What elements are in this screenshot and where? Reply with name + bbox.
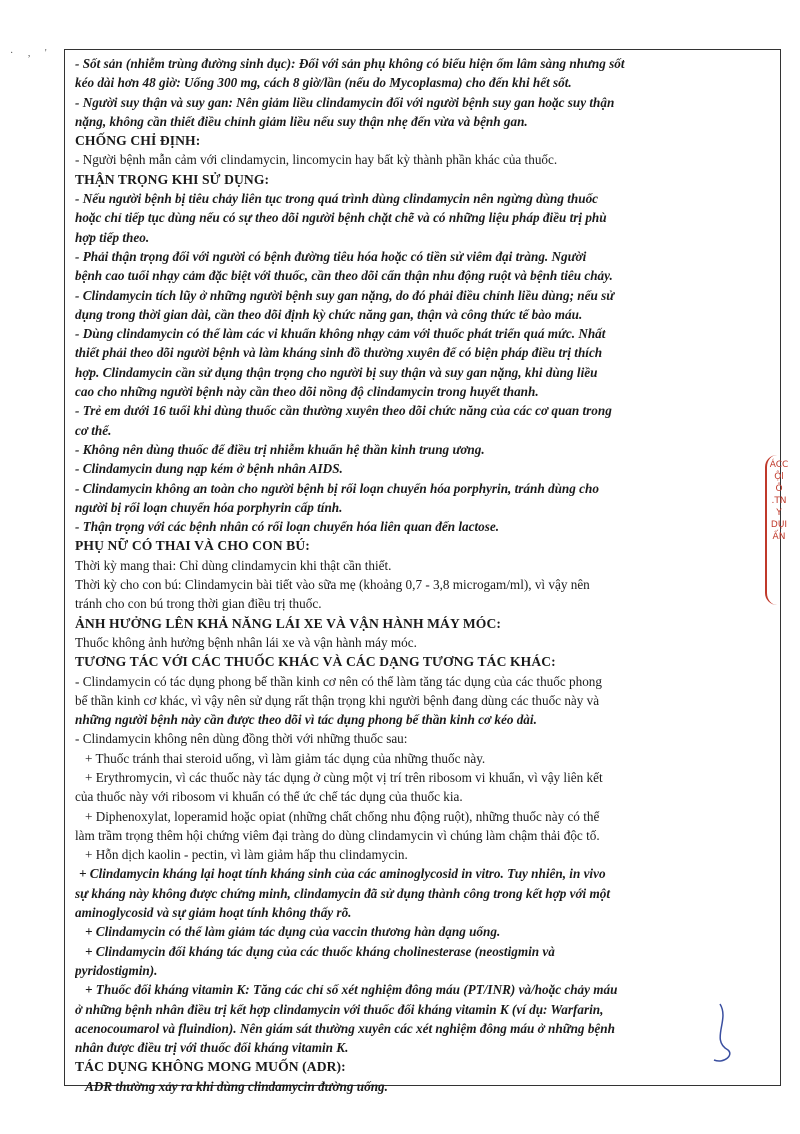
text-line: - Clindamycin không an toàn cho người bệnh bị rối loạn chuyển hóa porphyrin, tránh dùng cho	[75, 480, 599, 496]
text-line: những người bệnh này cần được theo dõi vì tác dụng phong bế thần kinh cơ kéo dài.	[75, 712, 537, 728]
text-line: sự kháng này không được chứng minh, clindamycin đã sử dụng thành công trong kết hợp với một	[75, 885, 611, 901]
signature-mark	[700, 1000, 740, 1070]
text-line: + Clindamycin đối kháng tác dụng của các thuốc kháng cholinesterase (neostigmin và	[85, 943, 555, 959]
text-line: làm trầm trọng thêm hội chứng viêm đại tràng do dùng clindamycin vì chúng làm chậm thải độc tố.	[75, 827, 600, 843]
text-line: nhân được điều trị với thuốc đối kháng vitamin K.	[75, 1040, 349, 1056]
text-line: - Phải thận trọng đối với người có bệnh đường tiêu hóa hoặc có tiền sử viêm đại tràng. Người	[75, 248, 587, 264]
text-line: hợp. Clindamycin cần sử dụng thận trọng cho người bị suy thận và suy gan nặng, khi dùng liều	[75, 364, 598, 380]
text-line: hoặc chỉ tiếp tục dùng nếu có sự theo dõi người bệnh chặt chẽ và có những liệu pháp điều trị phù	[75, 210, 607, 226]
section-heading: TÁC DỤNG KHÔNG MONG MUỐN (ADR):	[75, 1059, 346, 1075]
stamp-text: ÁCC	[769, 460, 789, 470]
text-line: cơ thể.	[75, 422, 112, 438]
text-line: - Sốt sản (nhiễm trùng đường sinh dục): Đối với sản phụ không có biểu hiện ốm lâm sàng nhưng sốt	[75, 56, 625, 71]
text-line: + Erythromycin, vì các thuốc này tác dụng ở cùng một vị trí trên ribosom vi khuẩn, vì vậy liên kết	[85, 769, 603, 785]
text-line: dụng trong thời gian dài, cần theo dõi định kỳ chức năng gan, thận và công thức tế bào máu.	[75, 306, 583, 322]
stamp-text: .TN	[771, 496, 787, 506]
text-line: kéo dài hơn 48 giờ: Uống 300 mg, cách 8 giờ/lần (nếu do Mycoplasma) cho đến khi hết sốt.	[75, 75, 572, 91]
text-line: ở những bệnh nhân điều trị kết hợp clindamycin với thuốc đối kháng vitamin K (ví dụ: Warfarin,	[75, 1001, 604, 1017]
section-heading: CHỐNG CHỈ ĐỊNH:	[75, 133, 201, 149]
text-line: cao cho những người bệnh này cần theo dõi nồng độ clindamycin trong huyết thanh.	[75, 384, 539, 400]
text-line: + Clindamycin kháng lại hoạt tính kháng sinh của các aminoglycosid in vitro. Tuy nhiên, in vivo	[79, 866, 606, 882]
text-line: Thời kỳ cho con bú: Clindamycin bài tiết vào sữa mẹ (khoảng 0,7 - 3,8 microgam/ml), vì vậy nên	[75, 577, 590, 593]
text-line: - Thận trọng với các bệnh nhân có rối loạn chuyển hóa liên quan đến lactose.	[75, 519, 499, 535]
text-line: + Thuốc tránh thai steroid uống, vì làm giảm tác dụng của những thuốc này.	[85, 750, 486, 766]
document-body	[75, 54, 772, 1096]
stamp-text: Ô	[775, 484, 783, 494]
text-line: + Clindamycin có thể làm giảm tác dụng của vaccin thương hàn dạng uống.	[85, 924, 501, 940]
section-heading: THẬN TRỌNG KHI SỬ DỤNG:	[75, 171, 270, 187]
text-line: Thời kỳ mang thai: Chỉ dùng clindamycin khi thật cần thiết.	[75, 557, 392, 573]
red-stamp	[765, 455, 791, 605]
text-line: hợp tiếp theo.	[75, 229, 150, 245]
text-line: của thuốc này với ribosom vi khuẩn có thể ức chế tác dụng của thuốc kia.	[75, 789, 463, 805]
text-line: - Người bệnh mẫn cảm với clindamycin, lincomycin hay bất kỳ thành phần khác của thuốc.	[75, 152, 558, 168]
text-line: aminoglycosid và sự giảm hoạt tính không thấy rõ.	[75, 905, 352, 921]
text-line: tránh cho con bú trong thời gian điều trị thuốc.	[75, 596, 322, 612]
section-heading: TƯƠNG TÁC VỚI CÁC THUỐC KHÁC VÀ CÁC DẠNG TƯƠNG TÁC KHÁC:	[75, 654, 556, 670]
text-line: - Clindamycin dung nạp kém ở bệnh nhân AIDS.	[75, 461, 343, 477]
text-line: + Thuốc đối kháng vitamin K: Tăng các chỉ số xét nghiệm đông máu (PT/INR) và/hoặc chảy máu	[85, 982, 618, 998]
text-line: - Nếu người bệnh bị tiêu chảy liên tục trong quá trình dùng clindamycin nên ngừng dùng thuốc	[75, 191, 599, 207]
text-line: - Người suy thận và suy gan: Nên giảm liều clindamycin đối với người bệnh suy gan hoặc suy thận	[75, 94, 615, 110]
text-line: pyridostigmin).	[75, 962, 158, 978]
section-heading: ẢNH HƯỞNG LÊN KHẢ NĂNG LÁI XE VÀ VẬN HÀNH MÁY MÓC:	[75, 615, 502, 631]
stamp-text: Ộl	[774, 472, 784, 482]
corner-marks: · , '	[10, 48, 53, 59]
text-line: - Không nên dùng thuốc để điều trị nhiễm khuẩn hệ thần kinh trung ương.	[75, 441, 485, 457]
text-line: thiết phải theo dõi người bệnh và làm kháng sinh đồ thường xuyên để có biện pháp điều trị thích	[75, 345, 603, 361]
document-frame	[64, 49, 781, 1094]
section-heading: PHỤ NỮ CÓ THAI VÀ CHO CON BÚ:	[75, 538, 310, 554]
text-line: - Trẻ em dưới 16 tuổi khi dùng thuốc cần thường xuyên theo dõi chức năng của các cơ quan trong	[75, 403, 612, 419]
text-line: + Diphenoxylat, loperamid hoặc opiat (những chất chống nhu động ruột), những thuốc này có thể	[85, 808, 600, 824]
text-line: bế thần kinh cơ khác, vì vậy nên sử dụng rất thận trọng khi người bệnh đang dùng các thuốc này và	[75, 692, 600, 708]
text-line: người bị rối loạn chuyển hóa porphyrin cấp tính.	[75, 499, 343, 515]
stamp-text: Y	[776, 508, 782, 518]
text-line: - Clindamycin có tác dụng phong bế thần kinh cơ nên có thể làm tăng tác dụng của các thuốc phong	[75, 673, 602, 689]
text-line: acenocoumarol và fluindion). Nên giám sát thường xuyên các xét nghiệm đông máu ở những bệnh	[75, 1020, 615, 1036]
text-line: nặng, không cần thiết điều chỉnh giảm liều nếu suy thận nhẹ đến vừa và bệnh gan.	[75, 113, 528, 129]
text-line: bệnh cao tuổi nhạy cảm đặc biệt với thuốc, cần theo dõi cẩn thận nhu động ruột và bệnh tiêu chảy.	[75, 268, 613, 284]
stamp-text: DỤI	[770, 520, 788, 530]
text-line: - Clindamycin không nên dùng đồng thời với những thuốc sau:	[75, 731, 408, 747]
text-line: + Hỗn dịch kaolin - pectin, vì làm giảm hấp thu clindamycin.	[85, 847, 408, 863]
text-line: - Dùng clindamycin có thể làm các vi khuẩn không nhạy cảm với thuốc phát triển quá mức. Nhất	[75, 326, 606, 342]
text-line: - Clindamycin tích lũy ở những người bệnh suy gan nặng, do đó phải điều chỉnh liều dùng; nếu sử	[75, 287, 615, 303]
stamp-text: ẤN	[772, 532, 786, 542]
text-line: Thuốc không ảnh hưởng bệnh nhân lái xe và vận hành máy móc.	[75, 634, 417, 650]
text-line: ADR thường xảy ra khi dùng clindamycin đường uống.	[85, 1078, 388, 1094]
